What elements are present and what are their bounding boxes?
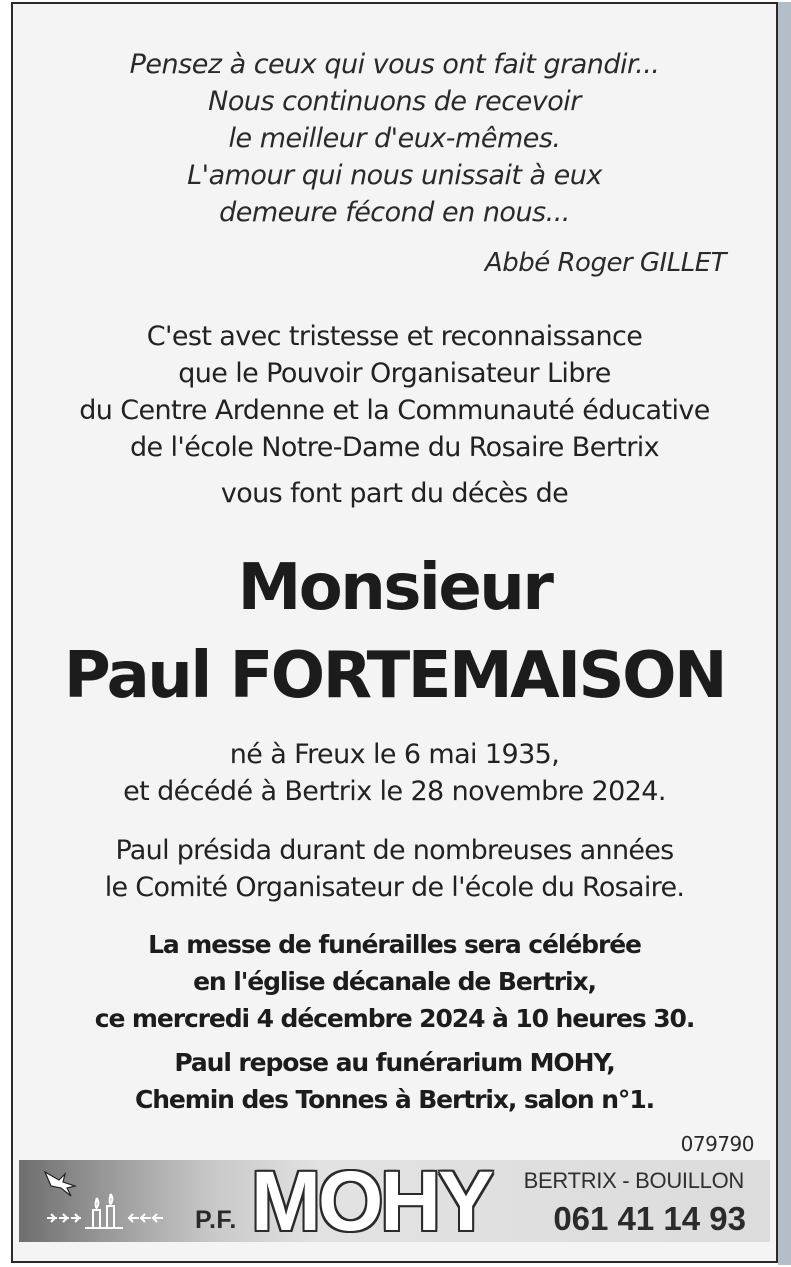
reference-number: 079790 bbox=[680, 1132, 754, 1156]
intro-line: de l'école Notre-Dame du Rosaire Bertrix bbox=[129, 432, 660, 463]
funeral-line: en l'église décanale de Bertrix, bbox=[193, 967, 596, 996]
poem bbox=[13, 46, 776, 231]
announce-text: vous font part du décès de bbox=[220, 478, 569, 509]
brand-prefix: P.F. bbox=[195, 1206, 237, 1234]
funeral-details bbox=[13, 926, 776, 1037]
deceased-name-block bbox=[13, 544, 776, 720]
funeral-line: La messe de funérailles sera célébrée bbox=[148, 930, 641, 959]
brand-locality: BERTRIX - BOUILLON bbox=[523, 1168, 744, 1193]
intro-text bbox=[13, 318, 776, 466]
brand-logo: MOHY bbox=[251, 1160, 491, 1242]
candles-icon bbox=[45, 1190, 185, 1234]
poem-line: Pensez à ceux qui vous ont fait grandir... bbox=[129, 49, 660, 80]
birth-line: né à Freux le 6 mai 1935, bbox=[229, 739, 560, 770]
deceased-title: Monsieur bbox=[237, 551, 552, 625]
poem-line: le meilleur d'eux-mêmes. bbox=[228, 123, 561, 154]
funeral-line: ce mercredi 4 décembre 2024 à 10 heures 30. bbox=[94, 1004, 695, 1033]
poem-line: Nous continuons de recevoir bbox=[208, 86, 581, 117]
life-dates bbox=[13, 736, 776, 810]
intro-line: C'est avec tristesse et reconnaissance bbox=[146, 321, 643, 352]
poem-line: L'amour qui nous unissait à eux bbox=[187, 160, 602, 191]
brand-phone[interactable]: 061 41 14 93 bbox=[553, 1200, 746, 1237]
biography bbox=[13, 832, 776, 906]
side-strip bbox=[778, 2, 791, 1265]
poem-line: demeure fécond en nous... bbox=[219, 197, 570, 228]
repose-line: Chemin des Tonnes à Bertrix, salon n°1. bbox=[134, 1085, 655, 1114]
funeral-home-banner bbox=[19, 1160, 770, 1242]
deceased-name: Paul FORTEMAISON bbox=[63, 639, 726, 713]
repose-details bbox=[13, 1044, 776, 1118]
notice-frame bbox=[11, 2, 778, 1263]
repose-line: Paul repose au funérarium MOHY, bbox=[174, 1048, 615, 1077]
bio-line: Paul présida durant de nombreuses années bbox=[115, 835, 674, 866]
intro-line: du Centre Ardenne et la Communauté éducative bbox=[79, 395, 710, 426]
death-line: et décédé à Bertrix le 28 novembre 2024. bbox=[123, 776, 666, 807]
intro-line: que le Pouvoir Organisateur Libre bbox=[178, 358, 611, 389]
bio-line: le Comité Organisateur de l'école du Rosaire. bbox=[104, 872, 685, 903]
poem-author: Abbé Roger GILLET bbox=[484, 248, 726, 278]
